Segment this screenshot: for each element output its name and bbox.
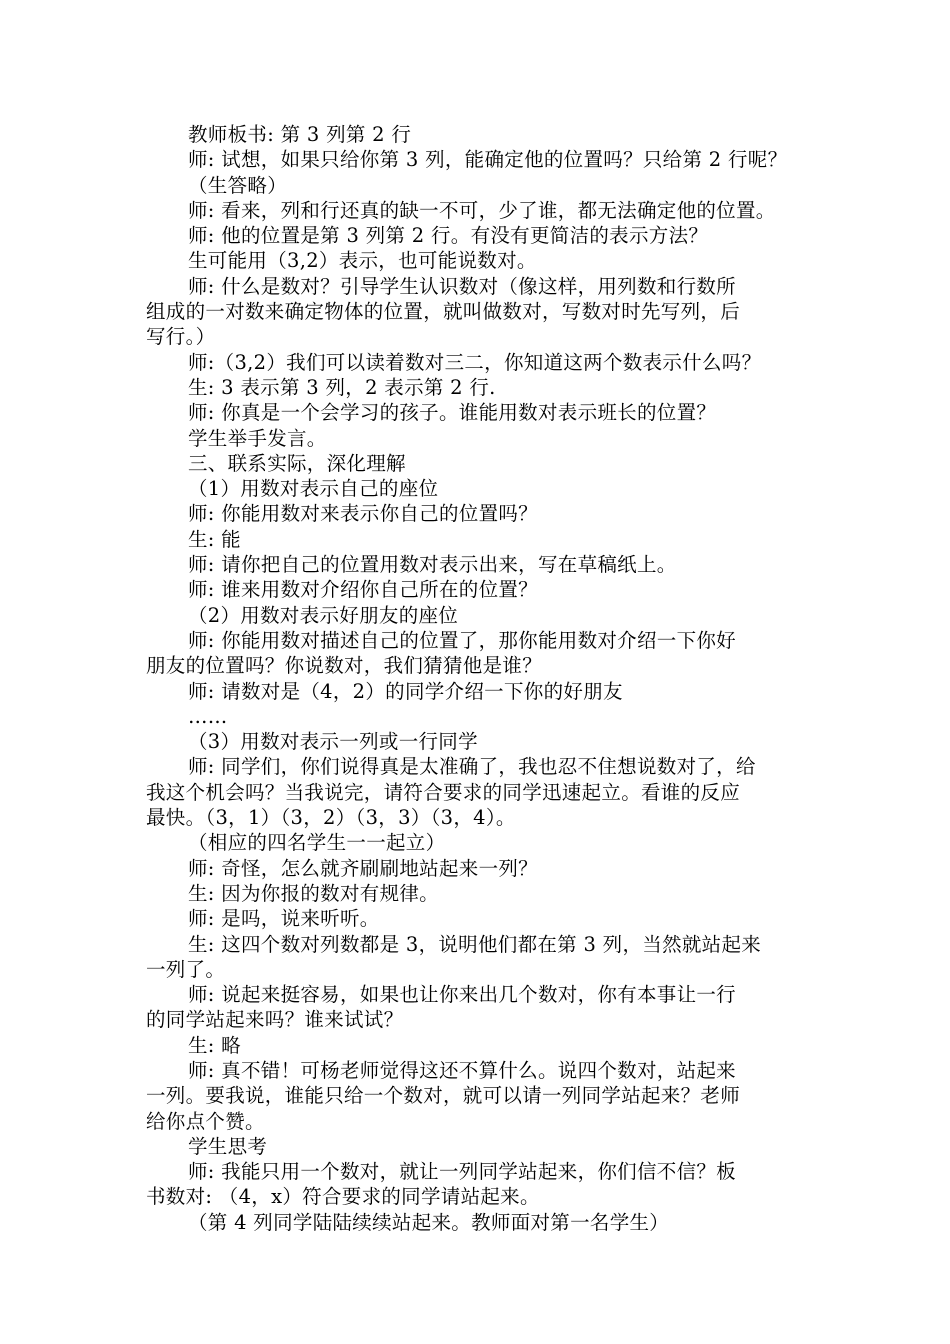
text-line: 的同学站起来吗？谁来试试？ bbox=[146, 1008, 404, 1032]
text-line: 师: 他的位置是第 3 列第 2 行。有没有更简洁的表示方法？ bbox=[188, 224, 709, 248]
text-line: （第 4 列同学陆陆续续站起来。教师面对第一名学生） bbox=[188, 1210, 670, 1234]
text-line: 师: 谁来用数对介绍你自己所在的位置？ bbox=[188, 578, 538, 602]
text-line: 生: 3 表示第 3 列，2 表示第 2 行. bbox=[188, 375, 496, 399]
text-line: 一列。要我说，谁能只给一个数对，就可以请一列同学站起来？老师 bbox=[146, 1084, 741, 1108]
text-line: 师: 你能用数对描述自己的位置了，那你能用数对介绍一下你好 bbox=[188, 628, 736, 652]
text-line: 师: 请数对是（4，2）的同学介绍一下你的好朋友 bbox=[188, 679, 623, 703]
text-line: （3）用数对表示一列或一行同学 bbox=[188, 730, 478, 754]
text-line: 师: 什么是数对？引导学生认识数对（像这样，用列数和行数所 bbox=[188, 274, 736, 298]
text-line: 师: 你真是一个会学习的孩子。谁能用数对表示班长的位置？ bbox=[188, 401, 717, 425]
text-line: （生答略） bbox=[188, 173, 288, 197]
text-line: 师: 奇怪，怎么就齐刷刷地站起来一列？ bbox=[188, 856, 538, 880]
text-line: 我这个机会吗？当我说完，请符合要求的同学迅速起立。看谁的反应 bbox=[146, 780, 741, 804]
text-line: 写行。） bbox=[146, 325, 216, 349]
text-line: 生: 这四个数对列数都是 3，说明他们都在第 3 列，当然就站起来 bbox=[188, 932, 762, 956]
text-line: 生: 略 bbox=[188, 1033, 241, 1057]
text-line: （相应的四名学生一一起立） bbox=[188, 831, 446, 855]
text-line: 最快。（3，1）（3，2）（3，3）（3，4）。 bbox=[146, 806, 516, 830]
document-page bbox=[146, 122, 816, 1235]
text-line: 一列了。 bbox=[146, 957, 226, 981]
text-line: 师: 说起来挺容易，如果也让你来出几个数对，你有本事让一行 bbox=[188, 983, 736, 1007]
text-line: 师: 请你把自己的位置用数对表示出来，写在草稿纸上。 bbox=[188, 553, 677, 577]
text-line: 生: 因为你报的数对有规律。 bbox=[188, 881, 439, 905]
text-line: …… bbox=[188, 704, 228, 728]
text-line: （2）用数对表示好朋友的座位 bbox=[188, 603, 459, 627]
text-line: 师: 你能用数对来表示你自己的位置吗？ bbox=[188, 502, 538, 526]
text-line: 给你点个赞。 bbox=[146, 1109, 265, 1133]
text-line: 师: 同学们，你们说得真是太准确了，我也忍不住想说数对了，给 bbox=[188, 755, 756, 779]
text-line: 生: 能 bbox=[188, 527, 241, 551]
text-line: 组成的一对数来确定物体的位置，就叫做数对，写数对时先写列，后 bbox=[146, 300, 741, 324]
text-line: 三、联系实际，深化理解 bbox=[188, 451, 406, 475]
text-line: 师: 试想，如果只给你第 3 列，能确定他的位置吗？只给第 2 行呢？ bbox=[188, 148, 788, 172]
text-line: 师: 是吗，说来听听。 bbox=[188, 907, 380, 931]
text-line: 师: 真不错！可杨老师觉得这还不算什么。说四个数对，站起来 bbox=[188, 1058, 736, 1082]
text-line: 生可能用（3,2）表示，也可能说数对。 bbox=[188, 249, 537, 273]
text-line: 朋友的位置吗？你说数对，我们猜猜他是谁？ bbox=[146, 654, 543, 678]
text-line: 教师板书: 第 3 列第 2 行 bbox=[188, 123, 412, 146]
text-line: 师:（3,2）我们可以读着数对三二，你知道这两个数表示什么吗？ bbox=[188, 350, 762, 374]
text-line: 书数对: （4，x）符合要求的同学请站起来。 bbox=[146, 1185, 540, 1209]
text-line: 师: 看来，列和行还真的缺一不可，少了谁，都无法确定他的位置。 bbox=[188, 198, 776, 222]
text-line: 师: 我能只用一个数对，就让一列同学站起来，你们信不信？板 bbox=[188, 1160, 736, 1184]
text-line: 学生思考 bbox=[188, 1134, 268, 1158]
text-line: （1）用数对表示自己的座位 bbox=[188, 477, 439, 501]
text-line: 学生举手发言。 bbox=[188, 426, 327, 450]
